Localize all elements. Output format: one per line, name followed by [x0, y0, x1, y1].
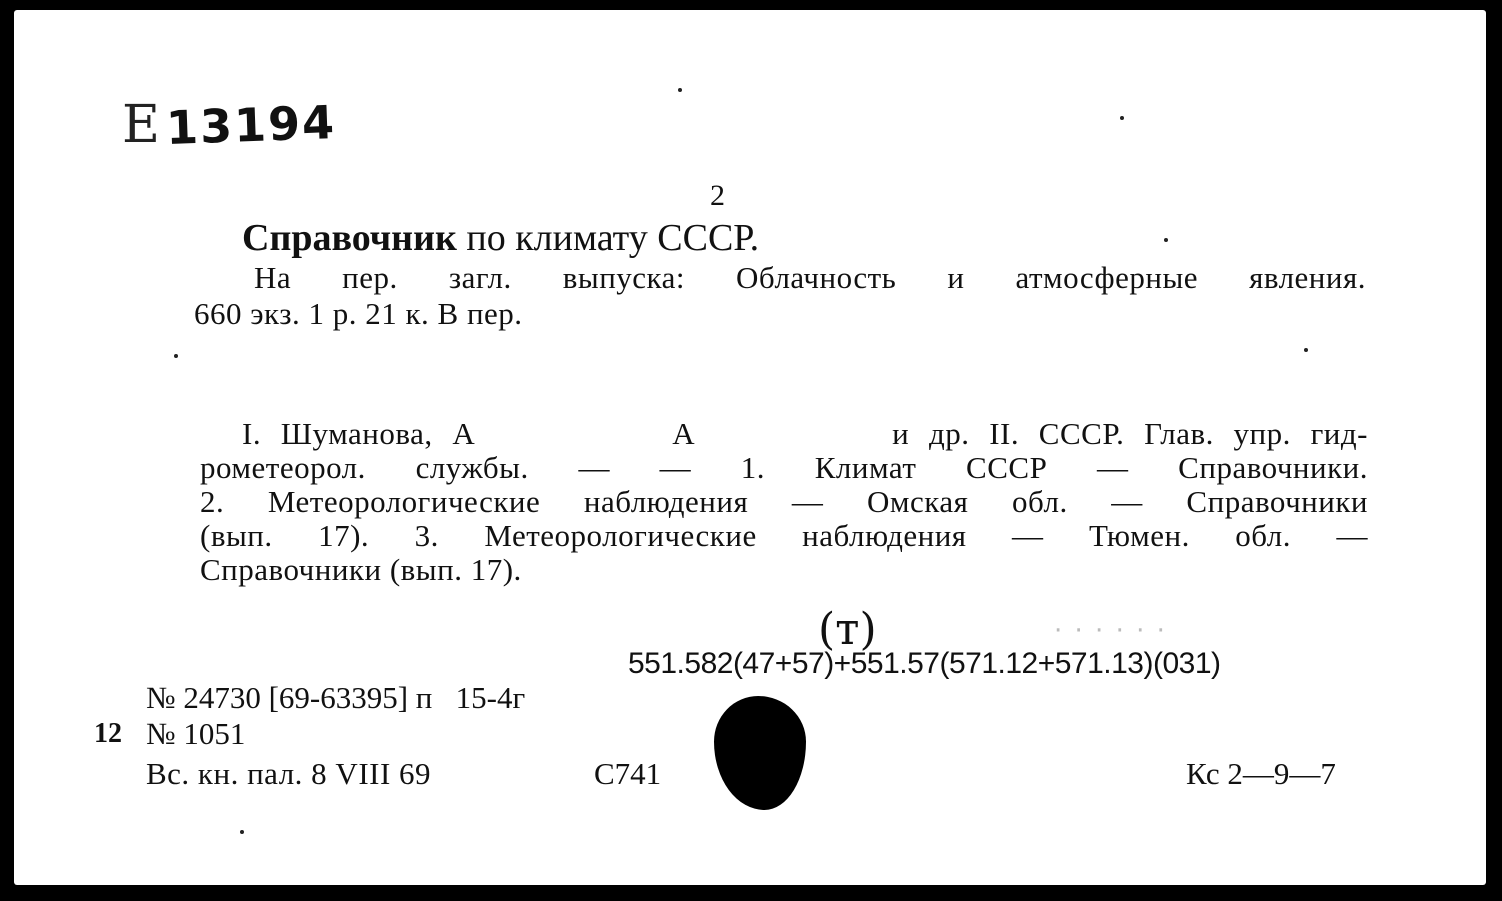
library-stamp: Е: [122, 95, 160, 155]
speck: [1120, 116, 1124, 120]
handwritten-mark: (т): [818, 604, 877, 655]
speck: [240, 830, 244, 834]
order-line: № 24730 [69-63395] п 15-4г: [146, 680, 526, 715]
catalog-card: [14, 10, 1486, 885]
subject-line-1: I. Шуманова, А А и др. II. СССР. Глав. упр. гид-: [242, 416, 1368, 451]
number-line: № 1051: [146, 716, 246, 751]
code-c: С741: [594, 756, 662, 791]
title-rest: по климату СССР.: [466, 217, 760, 259]
subject-line-4: (вып. 17). 3. Метеорологические наблюдения — Тюмен. обл. —: [200, 518, 1368, 553]
inventory-number: 13194: [165, 95, 337, 155]
title-bold: Справочник: [242, 217, 457, 259]
udc-index: 551.582(47+57)+551.57(571.12+571.13)(031): [628, 647, 1221, 680]
note-line-2: 660 экз. 1 р. 21 к. В пер.: [194, 296, 523, 331]
speck: [1304, 348, 1308, 352]
chamber-line: Вс. кн. пал. 8 VIII 69: [146, 756, 432, 791]
code-kc: Кс 2—9—7: [1186, 756, 1336, 791]
card-count: 12: [94, 718, 122, 749]
volume-number: 2: [710, 179, 725, 212]
speck: [678, 88, 682, 92]
faint-stamp-text: · · · · · ·: [1054, 616, 1167, 646]
subject-line-3: 2. Метеорологические наблюдения — Омская обл. — Справочники: [200, 484, 1368, 519]
subject-line-5: Справочники (вып. 17).: [200, 552, 522, 587]
ink-blot: [714, 696, 806, 810]
speck: [1164, 238, 1168, 242]
note-line-1: На пер. загл. выпуска: Облачность и атмосферные явления.: [254, 260, 1366, 295]
speck: [174, 354, 178, 358]
card-title: [242, 216, 759, 260]
subject-line-2: рометеорол. службы. — — 1. Климат СССР — Справочники.: [200, 450, 1368, 485]
